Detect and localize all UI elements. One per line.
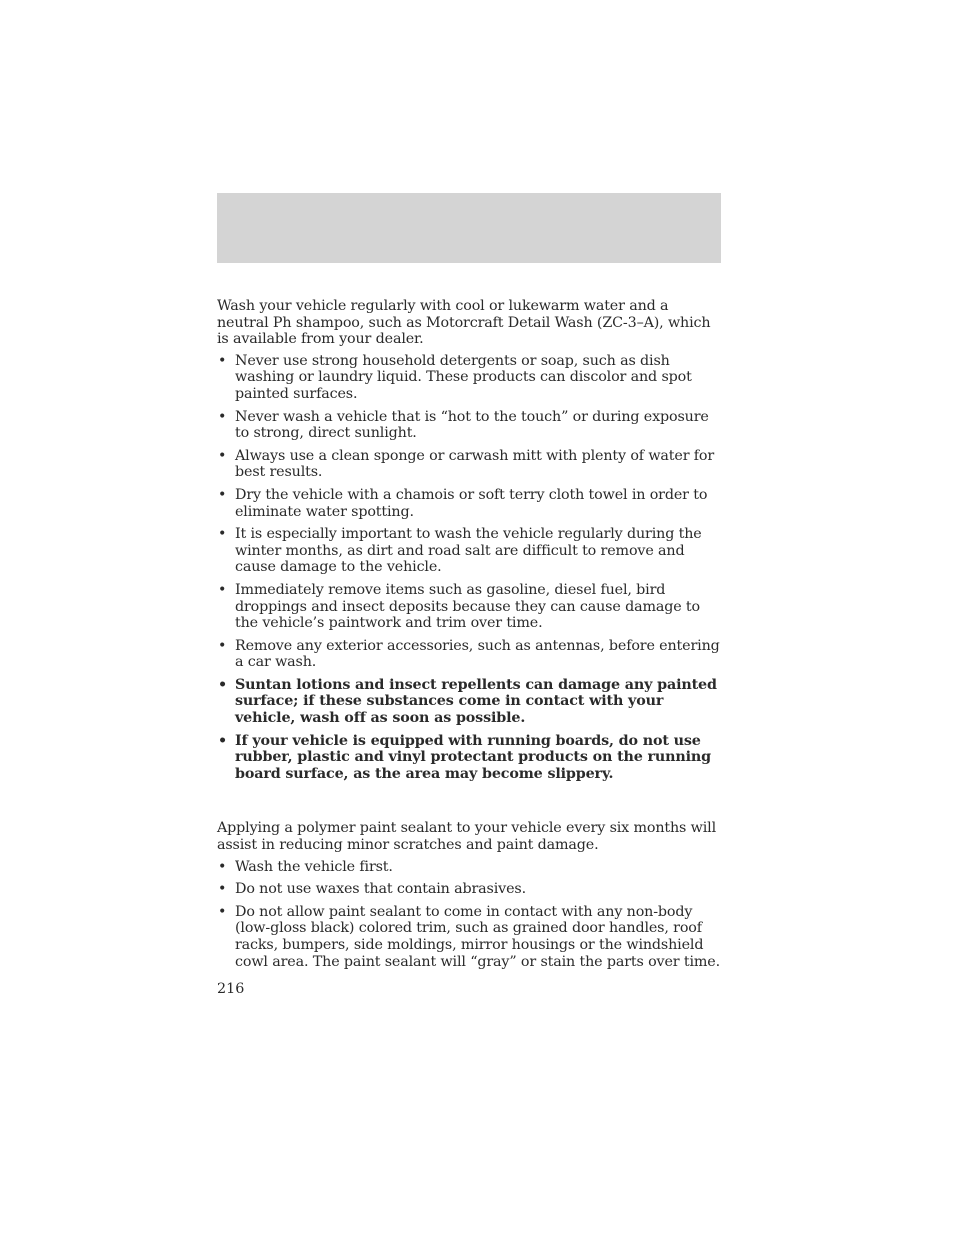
section-header-band [217, 193, 721, 263]
page-content [217, 298, 721, 976]
list-item: • Do not allow paint sealant to come in contact with any non-body (low-gloss black) colored trim, such as grained door handles, roof racks, bumpers, side moldings, mirror housings or the windshield cowl area. The paint sealant will “gray” or stain the parts over time. [217, 904, 721, 970]
washing-intro: Wash your vehicle regularly with cool or lukewarm water and a neutral Ph shampoo, such as Motorcraft Detail Wash (ZC-3–A), which is available from your dealer. [217, 298, 711, 348]
page-number: 216 [217, 981, 245, 997]
warning-list-item: • If your vehicle is equipped with running boards, do not use rubber, plastic and vinyl protectant products on the running board surface, as the area may become slippery. [217, 733, 721, 783]
list-item: • Wash the vehicle first. [217, 859, 721, 876]
warning-list-item: • Suntan lotions and insect repellents can damage any painted surface; if these substances come in contact with your vehicle, wash off as soon as possible. [217, 677, 721, 727]
sealant-bullet-list [217, 859, 721, 971]
list-item: • Always use a clean sponge or carwash mitt with plenty of water for best results. [217, 448, 721, 481]
list-item: • It is especially important to wash the vehicle regularly during the winter months, as dirt and road salt are difficult to remove and cause damage to the vehicle. [217, 526, 721, 576]
list-item: • Remove any exterior accessories, such as antennas, before entering a car wash. [217, 638, 721, 671]
list-item: • Immediately remove items such as gasoline, diesel fuel, bird droppings and insect deposits because they can cause damage to the vehicle’s paintwork and trim over time. [217, 582, 721, 632]
sealant-intro: Applying a polymer paint sealant to your vehicle every six months will assist in reducing minor scratches and paint damage. [217, 820, 716, 854]
list-item: • Never wash a vehicle that is “hot to the touch” or during exposure to strong, direct sunlight. [217, 409, 721, 442]
washing-bullet-list [217, 353, 721, 783]
list-item: • Do not use waxes that contain abrasives. [217, 881, 721, 898]
list-item: • Dry the vehicle with a chamois or soft terry cloth towel in order to eliminate water spotting. [217, 487, 721, 520]
list-item: • Never use strong household detergents or soap, such as dish washing or laundry liquid. These products can discolor and spot painted surfaces. [217, 353, 721, 403]
